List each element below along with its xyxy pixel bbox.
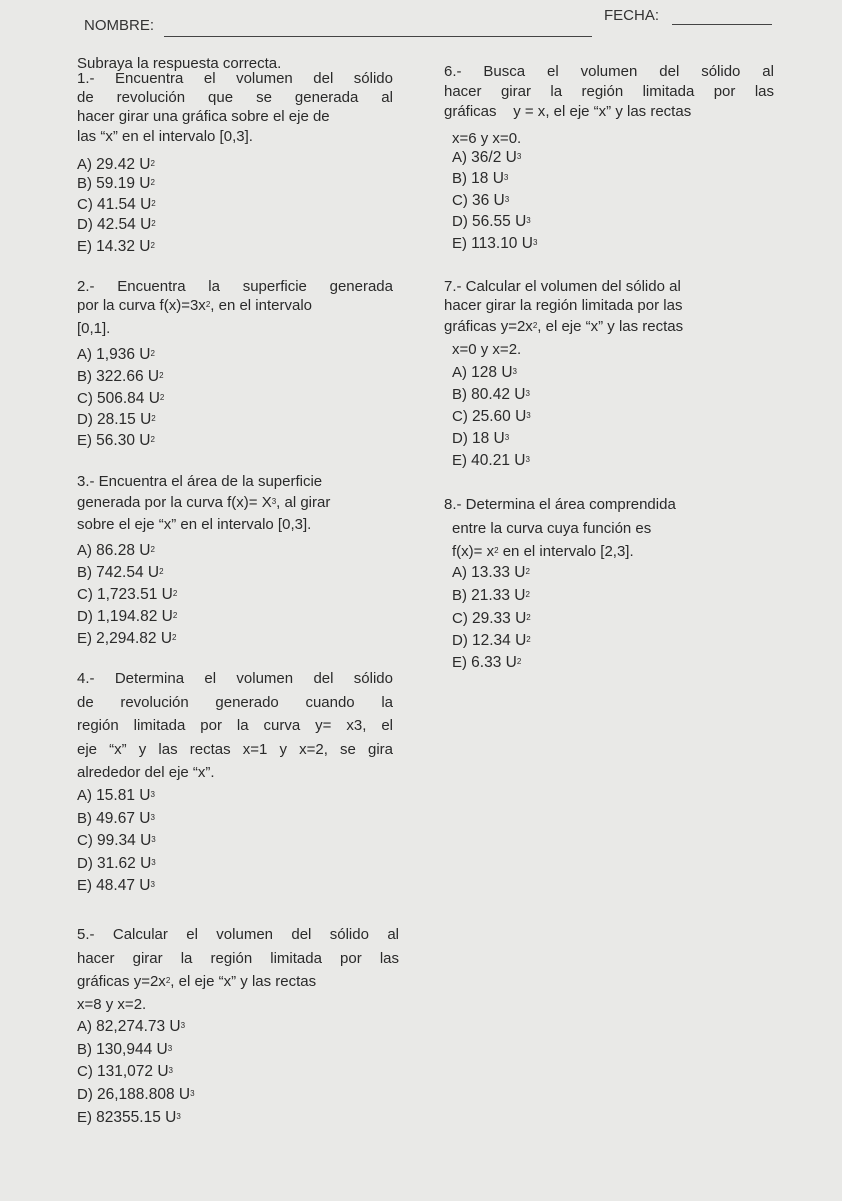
- q3-line-1: 3.- Encuentra el área de la superficie: [77, 473, 323, 490]
- q7-line-4: x=0 y x=2.: [452, 341, 522, 358]
- q1-line-4: las “x” en el intervalo [0,3].: [77, 128, 253, 145]
- q4-option-c[interactable]: C) 99.34 $U^3$: [77, 832, 156, 849]
- q4-option-e[interactable]: E) 48.47 $U^3$: [77, 877, 155, 894]
- q6-option-b[interactable]: B) 18 $U^3$: [452, 170, 509, 187]
- q1-option-b[interactable]: B) 59.19 $U^2$: [77, 175, 155, 192]
- name-field[interactable]: [164, 36, 592, 37]
- q5-option-c[interactable]: C) 131,072 $U^3$: [77, 1063, 173, 1080]
- q8-line-3: $f(x)= x^2$ en el intervalo [2,3].: [452, 543, 634, 560]
- q8-option-b[interactable]: B) 21.33 $U^2$: [452, 587, 530, 604]
- q7-option-c[interactable]: C) 25.60 $U^3$: [452, 408, 531, 425]
- q3-option-e[interactable]: E) 2,294.82 $U^2$: [77, 630, 177, 647]
- q6-option-c[interactable]: C) 36 $U^3$: [452, 192, 510, 209]
- q4-option-b[interactable]: B) 49.67 $U^3$: [77, 810, 155, 827]
- q5-line-2: hacer girar la región limitada por las: [77, 950, 399, 967]
- q8-line-2: entre la curva cuya función es: [452, 520, 652, 537]
- q4-line-4: eje “x” y las rectas x=1 y x=2, se gira: [77, 741, 393, 758]
- q1-line-3: hacer girar una gráfica sobre el eje de: [77, 108, 330, 125]
- q1-option-c[interactable]: C) 41.54 $U^2$: [77, 196, 156, 213]
- q6-line-4: x=6 y x=0.: [452, 130, 522, 147]
- q5-line-4: x=8 y x=2.: [77, 996, 147, 1013]
- q6-line-3: gráficas y = x, el eje “x” y las rectas: [444, 103, 692, 120]
- q7-option-e[interactable]: E) 40.21 $U^3$: [452, 452, 530, 469]
- q4-line-3: región limitada por la curva y= x3, el: [77, 717, 393, 734]
- q4-line-2: de revolución generado cuando la: [77, 694, 393, 711]
- q6-option-e[interactable]: E) 113.10 $U^3$: [452, 235, 538, 252]
- q3-option-b[interactable]: B) 742.54 $U^2$: [77, 564, 164, 581]
- q7-option-b[interactable]: B) 80.42 $U^3$: [452, 386, 530, 403]
- q4-line-1: 4.- Determina el volumen del sólido: [77, 670, 393, 687]
- instruction: Subraya la respuesta correcta.: [77, 55, 282, 72]
- q1-option-a[interactable]: A) 29.42 $U^2$: [77, 156, 155, 173]
- date-field[interactable]: [672, 24, 772, 25]
- name-label: NOMBRE:: [84, 17, 155, 34]
- q5-option-d[interactable]: D) 26,188.808 $U^3$: [77, 1086, 195, 1103]
- q7-option-d[interactable]: D) 18 $U^3$: [452, 430, 510, 447]
- q7-line-3: gráficas $y=2x^2$, el eje “x” y las rectas: [444, 318, 684, 335]
- q2-option-c[interactable]: C) 506.84 $U^2$: [77, 390, 165, 407]
- q1-option-d[interactable]: D) 42.54 $U^2$: [77, 216, 156, 233]
- q6-line-1: 6.- Busca el volumen del sólido al: [444, 63, 774, 80]
- q1-option-e[interactable]: E) 14.32 $U^2$: [77, 238, 155, 255]
- q3-line-3: sobre el eje “x” en el intervalo [0,3].: [77, 516, 312, 533]
- date-label: FECHA:: [604, 7, 660, 24]
- q2-option-d[interactable]: D) 28.15 $U^2$: [77, 411, 156, 428]
- q2-line-1: 2.- Encuentra la superficie generada: [77, 278, 393, 295]
- q8-option-e[interactable]: E) 6.33 $U^2$: [452, 654, 522, 671]
- q2-option-a[interactable]: A) 1,936 $U^2$: [77, 346, 155, 363]
- q1-line-2: de revolución que se generada al: [77, 89, 393, 106]
- q7-option-a[interactable]: A) 128 $U^3$: [452, 364, 517, 381]
- q3-option-a[interactable]: A) 86.28 $U^2$: [77, 542, 155, 559]
- q4-line-5: alrededor del eje “x”.: [77, 764, 215, 781]
- q6-option-d[interactable]: D) 56.55 $U^3$: [452, 213, 531, 230]
- q3-option-d[interactable]: D) 1,194.82 $U^2$: [77, 608, 178, 625]
- q2-line-2: por la curva $f(x)=3x^2$, en el intervalo: [77, 297, 312, 314]
- q6-line-2: hacer girar la región limitada por las: [444, 83, 774, 100]
- q2-option-b[interactable]: B) 322.66 $U^2$: [77, 368, 164, 385]
- q2-line-3: [0,1].: [77, 320, 111, 337]
- q5-option-b[interactable]: B) 130,944 $U^3$: [77, 1041, 173, 1058]
- q7-line-2: hacer girar la región limitada por las: [444, 297, 683, 314]
- q1-line-1: 1.- Encuentra el volumen del sólido: [77, 70, 393, 87]
- q2-option-e[interactable]: E) 56.30 $U^2$: [77, 432, 155, 449]
- q8-line-1: 8.- Determina el área comprendida: [444, 496, 676, 513]
- q8-option-d[interactable]: D) 12.34 $U^2$: [452, 632, 531, 649]
- q4-option-a[interactable]: A) 15.81 $U^3$: [77, 787, 155, 804]
- q7-line-1: 7.- Calcular el volumen del sólido al: [444, 278, 681, 295]
- q3-option-c[interactable]: C) 1,723.51 $U^2$: [77, 586, 178, 603]
- q5-line-3: gráficas $y=2x^2$, el eje “x” y las rectas: [77, 973, 317, 990]
- q8-option-a[interactable]: A) 13.33 $U^2$: [452, 564, 530, 581]
- q4-option-d[interactable]: D) 31.62 $U^3$: [77, 855, 156, 872]
- q5-option-e[interactable]: E) 82355.15 $U^3$: [77, 1109, 181, 1126]
- q8-option-c[interactable]: C) 29.33 $U^2$: [452, 610, 531, 627]
- q5-option-a[interactable]: A) 82,274.73 $U^3$: [77, 1018, 186, 1035]
- q3-line-2: generada por la curva $f(x)= X^3$, al girar: [77, 494, 331, 511]
- q5-line-1: 5.- Calcular el volumen del sólido al: [77, 926, 399, 943]
- q6-option-a[interactable]: A) 36/2 $U^3$: [452, 149, 522, 166]
